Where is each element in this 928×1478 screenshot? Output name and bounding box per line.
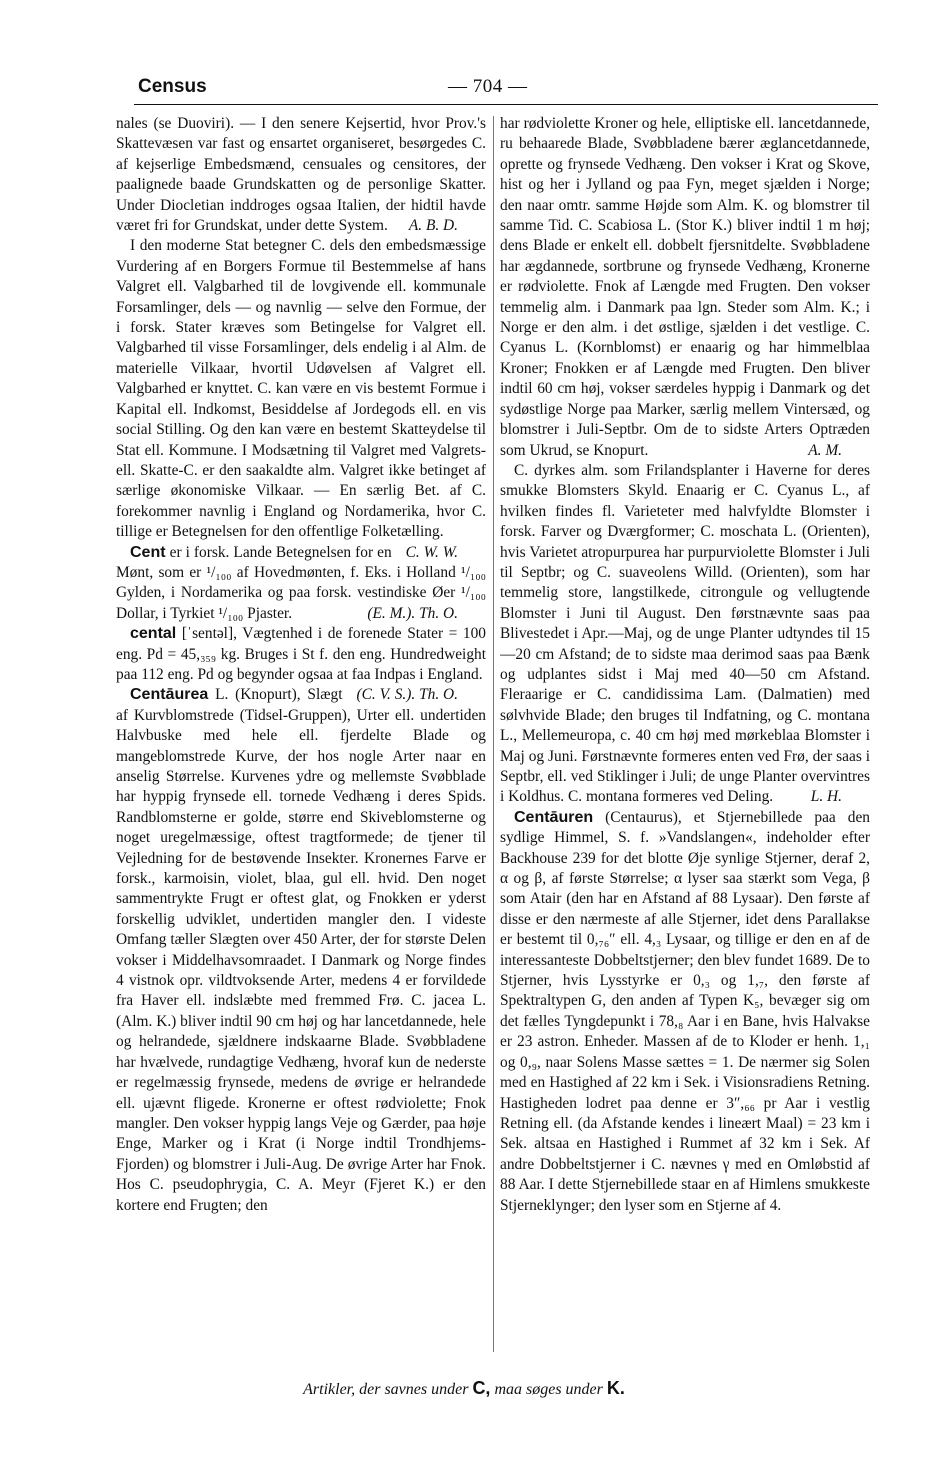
entry-headword: cental [130,625,177,643]
left-column [116,114,486,1354]
running-header [138,74,878,104]
author-signature: (E. M.). Th. O. [367,604,458,622]
footer-letter-k: K. [606,1378,625,1398]
entry-paragraph: C. dyrkes alm. som Frilandsplanter i Haverne for deres smukke Blomsters Skyld. Enaarig er C. Cyanus L., af hvilken findes fl. Varieteter med halvfyldte Blomster i forsk. Farver og Dværgformer; C. moschata L. (Orienten), hvis Varietet atropurpurea har purpurviolette Blomster i Juli til Septbr; og C. suaveolens Willd. (Orienten), som har temmelig store, langstilkede, citrongule og vellugtende Blomster i Juni til August. Den førstnævnte saas paa Blivestedet i Apr.—Maj, og de unge Planter udtyndes til 15—20 cm Afstand; de to sidste maa derimod saas paa Bænk og udplantes sidst i Maj med 40—50 cm Afstand. Fleraarige er C. candidissima Lam. (Dalmatien) med sølvhvide Blade; den bruges til Indfatning, og C. montana L., Mellemeuropa, c. 40 cm høj med mørkeblaa Blomster i Maj og Juni. Førstnævnte formeres enten ved Frø, der saas i Septbr, ell. ved Stiklinger i Juli; de unge Planter overvintres i Koldhus. C. montana formeres ved Deling. L. H. [500,461,870,808]
right-column [500,114,870,1354]
header-title: Census [138,76,207,97]
entry-paragraph: nales (se Duoviri). — I den senere Kejsertid, hvor Prov.'s Skattevæsen var fast og ensartet organiseret, besørgedes C. af kejserlige Embedsmænd, censuales og censitores, der paalignede baade Grundskatten og de personlige Skatter. Under Diocletian inddroges ogsaa Italien, der hidtil havde været fri for Grundskat, under dette System. A. B. D. [116,114,486,236]
column-divider [493,116,494,1352]
footer-letter-c: C, [472,1378,491,1398]
entry-paragraph: har rødviolette Kroner og hele, elliptiske ell. lancetdannede, ru behaarede Blade, Svøbbladene bærer æglancetdannede, oprette og frynsede Vedhæng. Den vokser i Krat og Skove, hist og her i Jylland og paa Fyn, meget sjælden i Norge; den naar omtr. samme Højde som Alm. K. og blomstrer til samme Tid. C. Scabiosa L. (Stor K.) bliver indtil 1 m høj; dens Blade er enkelt ell. dobbelt fjersnitdelte. Svøbbladene har ægdannede, sortbrune og frynsede Vedhæng, Kronerne er rødviolette. Fnok af Længde med Frugten. Den vokser temmelig alm. i Danmark paa lgn. Steder som Alm. K.; i Norge er den alm. i det østlige, sjælden i det vestlige. C. Cyanus L. (Kornblomst) er enaarig og har himmelblaa Kroner; Fnokken er af Længde med Frugten. Den bliver indtil 60 cm høj, vokser særdeles hyppig i Danmark og det sydøstlige Norge paa Marker, særlig mellem Vintersæd, og blomstrer i Juli-Septbr. Om de to sidste Arters Optræden som Ukrud, se Knopurt. A. M. [500,114,870,461]
entry-paragraph: I den moderne Stat betegner C. dels den embedsmæssige Vurdering af en Borgers Formue til Bestemmelse af hans Valgret ell. Valgbarhed til de lovgivende ell. kommunale Forsamlinger, dels — og navnlig — selve den Formue, der i forsk. Stater kræves som Betingelse for Valgret ell. Valgbarhed til visse Forsamlinger, dels endelig i al Alm. de materielle Vilkaar, hvortil Udøvelsen af Valgret ell. Valgbarhed er knyttet. C. kan være en vis bestemt Formue i Kapital ell. Indkomst, Besiddelse af Jordegods ell. en vis social Stilling. Og den kan være en bestemt Skatteydelse til Stat ell. Kommune. I Modsætning til Valgret med Valgrets- ell. Skatte-C. er den saakaldte alm. Valgret ikke betinget af særlige økonomiske Vilkaar. — En særlig Bet. af C. forekommer navnlig i England og Nordamerika, hvor C. tillige er Betegnelsen for den offentlige Folketælling. C. W. W. [116,236,486,542]
entry-headword: Centāurea [130,686,209,704]
author-signature: C. W. W. [405,543,458,561]
entry-headword: Centāuren [514,808,594,826]
author-signature: L. H. [810,788,842,806]
page-number: — 704 — [448,76,528,97]
author-signature: A. B. D. [408,217,458,235]
entry-headword: Cent [130,543,166,561]
author-signature: (C. V. S.). Th. O. [356,686,458,704]
entry-paragraph: cental [ˈsentəl], Vægtenhed i de forenede Stater = 100 eng. Pd = 45,₃₅₉ kg. Bruges i St f. den eng. Hundredweight paa 112 eng. Pd og begynder ogsaa at faa Indpas i England. (C. V. S.). Th. O. [116,624,486,685]
author-signature: A. M. [808,441,842,459]
entry-paragraph: Centāuren (Centaurus), et Stjernebillede paa den sydlige Himmel, S. f. »Vandslangen«, indeholder efter Backhouse 239 for det blotte Øje synlige Stjerner, deraf 2, α og β, af første Størrelse; α lyser saa stærkt som Vega, β som Atair (den har en Afstand af 88 Lysaar). Den første af disse er den nærmeste af alle Stjerner, idet dens Parallakse er bestemt til 0,₇₆″ ell. 4,₃ Lysaar, og tillige er den en af de interessanteste Dobbeltstjerner; den blev fundet 1689. De to Stjerner, hvis Lysstyrke er 0,₃ og 1,₇, den første af Spektraltypen G, den anden af Typen K₅, bevæger sig om det fælles Tyngdepunkt i 78,₈ Aar i en Bane, hvis Halvakse er 23 astron. Enheder. Massen af de to Kloder er henh. 1,₁ og 0,₉, naar Solens Masse sættes = 1. De nærmer sig Solen med en Hastighed af 22 km i Sek. i Visionsradiens Retning. Hastigheden lodret paa denne er 3″,₆₆ pr Aar i vestlig Retning ell. (da Afstande kendes i lineært Maal) = 23 km i Sek. altsaa en Hastighed i Rummet af 32 km i Sek. Af andre Dobbeltstjerner i C. nævnes γ med en Omløbstid af 88 Aar. I dette Stjernebillede staar en af Himlens smukkeste Stjerneklynger; den lyser som en Stjerne af 4. [500,808,870,1214]
header-rule [134,104,878,105]
entry-paragraph: Cent er i forsk. Lande Betegnelsen for en Mønt, som er ¹/₁₀₀ af Hovedmønten, f. Eks. i Holland ¹/₁₀₀ Gylden, i Nordamerika og paa forsk. vestindiske Øer ¹/₁₀₀ Dollar, i Tyrkiet ¹/₁₀₀ Pjaster. (E. M.). Th. O. [116,543,486,625]
entry-paragraph: Centāurea L. (Knopurt), Slægt af Kurvblomstrede (Tidsel-Gruppen), Urter ell. undertiden Halvbuske med hele ell. fjerdelte Blade og mangeblomstrede Kurve, der hos nogle Arter naar en anselig Størrelse. Kurvenes ydre og mellemste Svøbblade har hyppig frynsede ell. tornede Vedhæng i deres Spids. Randblomsterne er golde, større end Skiveblomsterne og noget uregelmæssige, oftest tragtformede; de tjener til Vejledning for de bestøvende Insekter. Kronernes Farve er forsk., karmoisin, violet, blaa, gul ell. hvid. Den noget sammentrykte Frugt er oftest glat, og Fnokken er yderst forskellig udviklet, undertiden mangler den. I videste Omfang tæller Slægten over 450 Arter, der for største Delen vokser i Middelhavsomraadet. I Danmark og Norge findes 4 vistnok opr. vildtvoksende Arter, medens 4 er forvildede fra Haver ell. indslæbte med fremmed Frø. C. jacea L. (Alm. K.) bliver indtil 90 cm høj og har lancetdannede, hele og helrandede, sjældnere indskaarne Blade. Svøbbladene har hvælvede, rundagtige Vedhæng, hvoraf kun de nederste er regelmæssig frynsede, medens de øvrige er helrandede ell. ujævnt fligede. Kronerne er oftest rødviolette; Fnok mangler. Den vokser hyppig langs Veje og Gærder, paa høje Enge, Marker og i Krat (i Norge indtil Trondhjems-Fjorden) og blomstrer i Juli-Aug. De øvrige Arter har Fnok. Hos C. pseudophrygia, C. A. Meyr (Fjeret K.) er den kortere end Frugten; den [116,686,486,1214]
page-footer-note: Artikler, der savnes under C, maa søges under K. [303,1378,625,1398]
